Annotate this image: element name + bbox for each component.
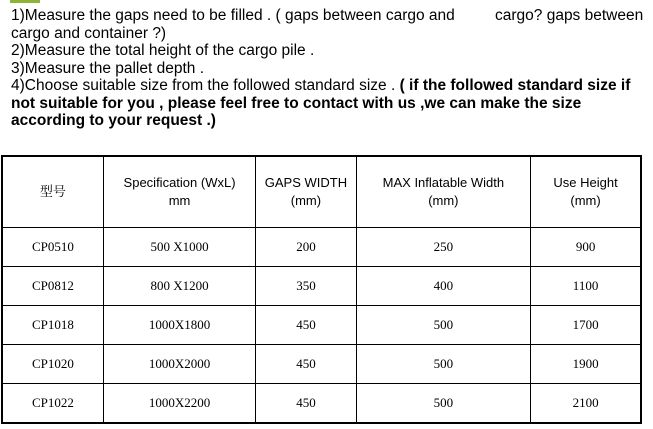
cell-gaps-width: 450 — [256, 345, 356, 384]
header-use-height — [531, 156, 641, 228]
header-specification — [103, 156, 255, 228]
instruction-line-6: not suitable for you , please feel free to contact with us ,we can make the size — [11, 94, 582, 112]
header-gaps-width-line1: GAPS WIDTH — [264, 175, 348, 190]
table-row — [2, 228, 641, 267]
cell-model: CP1018 — [2, 306, 103, 345]
instructions-text — [11, 7, 651, 130]
top-color-strip — [10, 0, 40, 3]
instruction-line-3: 2)Measure the total height of the cargo pile . — [11, 42, 315, 59]
cell-gaps-width: 200 — [256, 228, 356, 267]
header-max-inflatable-width-line1: MAX Inflatable Width — [382, 175, 505, 190]
cell-specification: 500 X1000 — [103, 228, 255, 267]
cell-model: CP1022 — [2, 384, 103, 424]
header-gaps-width-line2: (mm) — [290, 193, 322, 208]
cell-specification: 1000X2200 — [103, 384, 255, 424]
cell-model: CP0510 — [2, 228, 103, 267]
header-specification-line1: Specification (WxL) — [123, 175, 236, 190]
cell-gaps-width: 350 — [256, 267, 356, 306]
cell-model: CP0812 — [2, 267, 103, 306]
table-row — [2, 306, 641, 345]
cell-gaps-width: 450 — [256, 384, 356, 424]
table-row — [2, 384, 641, 424]
instruction-line-2: cargo and container ?) — [11, 24, 167, 42]
instruction-line-4: 3)Measure the pallet depth . — [11, 59, 205, 77]
header-specification-line2: mm — [168, 193, 191, 208]
specification-table — [1, 155, 642, 424]
instruction-line-1-left: 1)Measure the gaps need to be filled . ( gaps between cargo and — [11, 7, 455, 24]
instruction-line-1-right: cargo? gaps between — [495, 7, 644, 24]
cell-use-height: 1100 — [531, 267, 641, 306]
header-use-height-line1: Use Height — [553, 175, 618, 190]
table-row — [2, 345, 641, 384]
cell-use-height: 1900 — [531, 345, 641, 384]
header-model-line1: 型号 — [39, 184, 66, 199]
cell-gaps-width: 450 — [256, 306, 356, 345]
cell-specification: 1000X2000 — [103, 345, 255, 384]
header-max-inflatable-width — [356, 156, 531, 228]
header-use-height-line2: (mm) — [570, 193, 601, 208]
header-max-inflatable-width-line2: (mm) — [428, 193, 459, 208]
header-gaps-width — [256, 156, 356, 228]
cell-use-height: 1700 — [531, 306, 641, 345]
instruction-line-5 — [11, 77, 651, 95]
cell-specification: 800 X1200 — [103, 267, 255, 306]
instruction-line-5-normal: 4)Choose suitable size from the followed standard size . — [11, 77, 396, 94]
cell-max-inflatable-width: 500 — [356, 384, 531, 424]
cell-max-inflatable-width: 500 — [356, 306, 531, 345]
instruction-line-5-bold: ( if the followed standard size if — [399, 77, 631, 94]
cell-model: CP1020 — [2, 345, 103, 384]
instruction-line-1 — [11, 7, 651, 25]
cell-use-height: 900 — [531, 228, 641, 267]
header-model — [2, 156, 103, 228]
cell-max-inflatable-width: 500 — [356, 345, 531, 384]
table-header-row — [2, 156, 641, 228]
instruction-line-7: according to your request .) — [11, 112, 216, 129]
cell-use-height: 2100 — [531, 384, 641, 424]
table-row — [2, 267, 641, 306]
cell-max-inflatable-width: 400 — [356, 267, 531, 306]
cell-max-inflatable-width: 250 — [356, 228, 531, 267]
cell-specification: 1000X1800 — [103, 306, 255, 345]
